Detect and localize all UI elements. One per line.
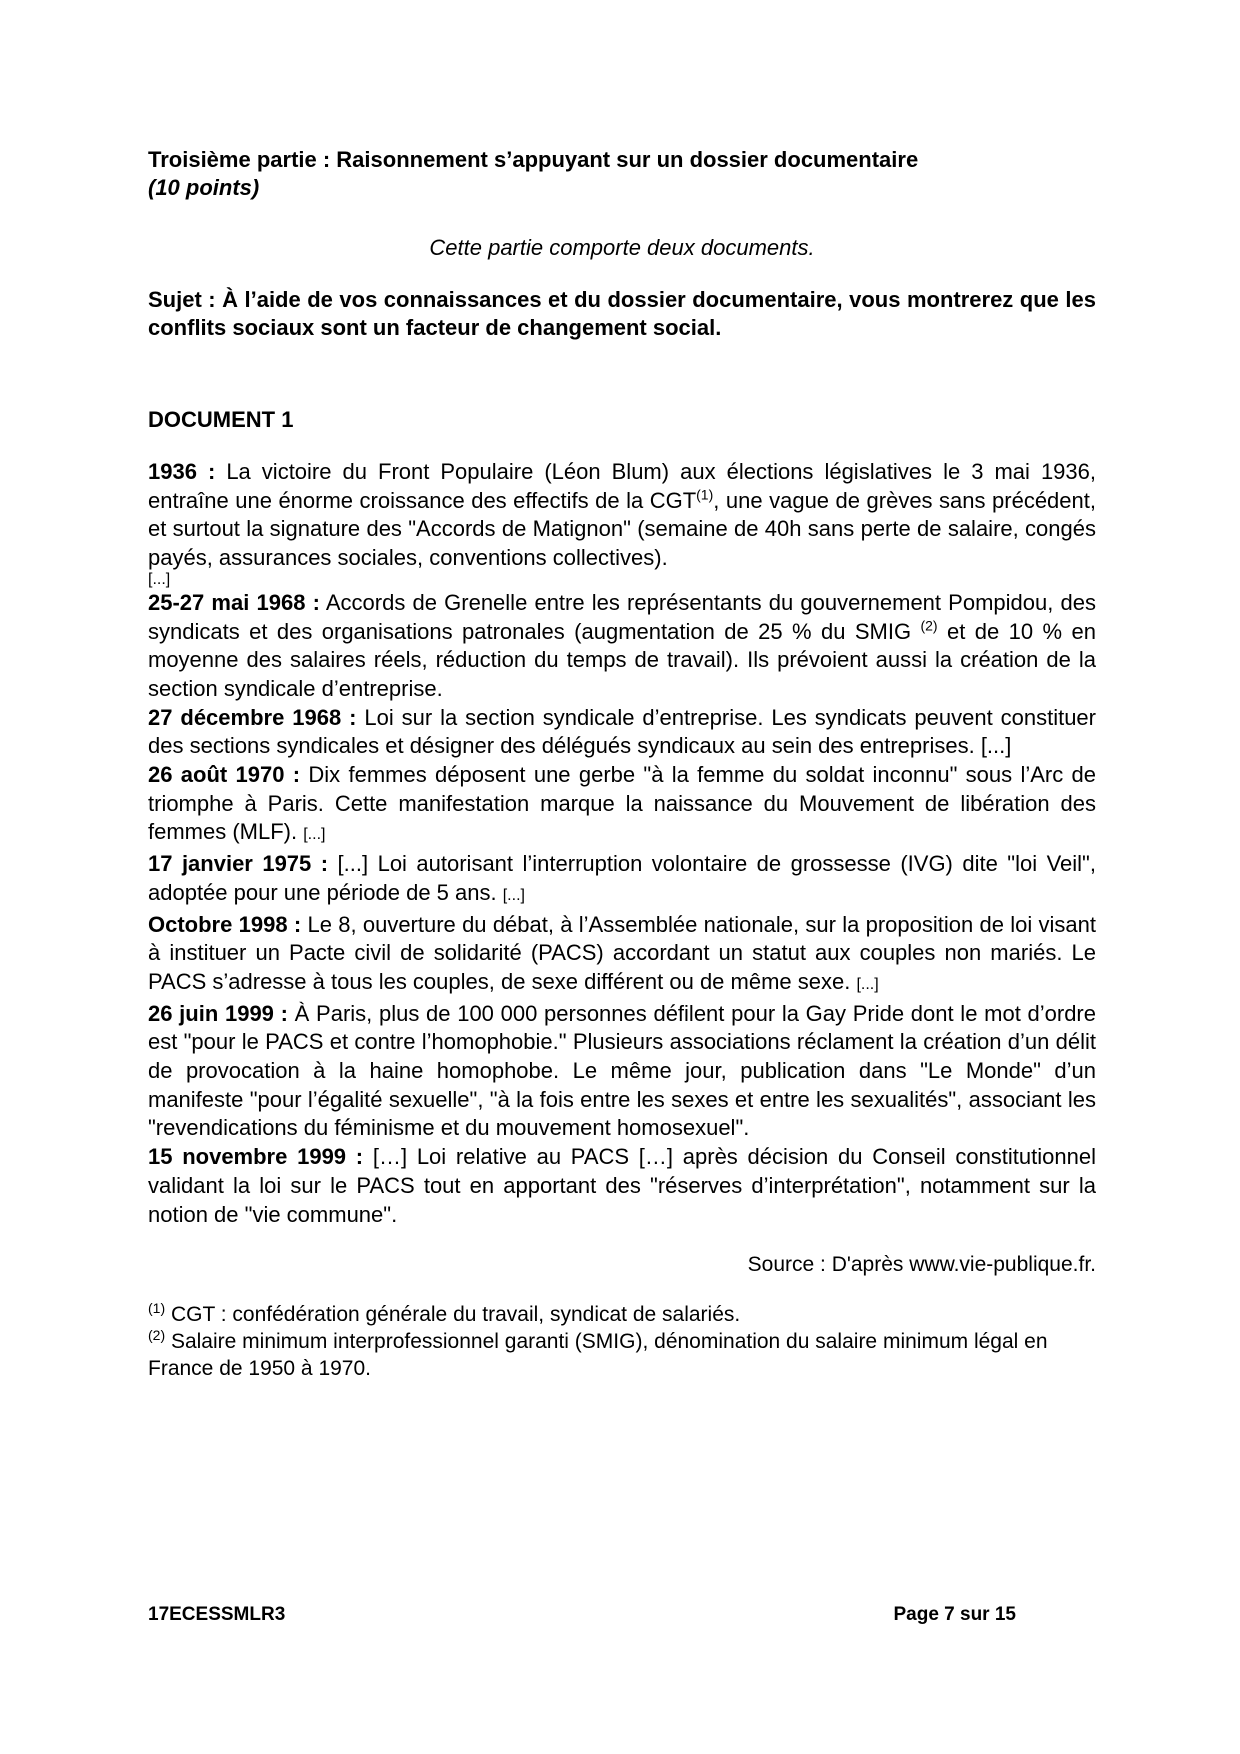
event-date: 15 novembre 1999 : — [148, 1144, 364, 1170]
event-1936 — [148, 458, 1096, 573]
footnotes — [148, 1301, 1096, 1382]
event-text: La victoire du Front Populaire (Léon Blum) aux élections législatives le 3 mai 1936, entraîne une énorme croissance des effectifs de la CGT — [148, 459, 1096, 513]
ellipsis: [...] — [856, 975, 879, 993]
footnote-ref: (2) — [920, 617, 938, 634]
event-date: 26 août 1970 : — [148, 762, 301, 788]
event-list — [148, 458, 1096, 1229]
intro-text: Cette partie comporte deux documents. — [429, 235, 815, 260]
event-juin-1999 — [148, 1000, 1096, 1144]
event-date: 1936 : — [148, 459, 216, 484]
event-mai-1968 — [148, 589, 1096, 704]
event-oct-1998 — [148, 911, 1096, 1000]
event-1975 — [148, 850, 1096, 910]
document-title: DOCUMENT 1 — [148, 407, 294, 432]
footnote-ref: (1) — [696, 486, 714, 503]
footnote-marker: (2) — [148, 1327, 166, 1344]
event-date: 27 décembre 1968 : — [148, 704, 357, 730]
exam-code: 17ECESSMLR3 — [148, 1604, 286, 1625]
page-number: Page 7 sur 15 — [893, 1604, 1016, 1625]
footnote-text: CGT : confédération générale du travail, syndicat de salariés. — [165, 1303, 741, 1327]
event-date: 25-27 mai 1968 : — [148, 589, 320, 615]
event-dec-1968 — [148, 704, 1096, 761]
event-1970 — [148, 761, 1096, 850]
event-text: Dix femmes déposent une gerbe "à la femme du soldat inconnu" sous l’Arc de triomphe à Paris. Cette manifestation marque la naissance du Mouvement de libération des femmes (MLF). — [148, 762, 1096, 845]
section-title: Troisième partie : Raisonnement s’appuyant sur un dossier documentaire — [148, 147, 919, 172]
event-date: 17 janvier 1975 : — [148, 851, 329, 877]
source-text: Source : D'après www.vie-publique.fr. — [747, 1253, 1096, 1277]
event-date: 26 juin 1999 : — [148, 1000, 288, 1026]
footnote-text: Salaire minimum interprofessionnel garanti (SMIG), dénomination du salaire minimum légal en France de 1950 à 1970. — [148, 1330, 1048, 1381]
footnote-marker: (1) — [148, 1300, 166, 1317]
event-text: Loi sur la section syndicale d’entreprise. Les syndicats peuvent constituer des sections syndicales et désigner des délégués syndicaux au sein des entreprises. [...] — [148, 704, 1096, 759]
event-date: Octobre 1998 : — [148, 911, 302, 937]
ellipsis: [...] — [502, 886, 525, 904]
event-text: Accords de Grenelle entre les représentants du gouvernement Pompidou, des syndicats et des organisations patronales (augmentation de 25 % du SMIG — [148, 589, 1096, 644]
ellipsis: [...] — [148, 570, 171, 588]
ellipsis: [...] — [303, 826, 326, 844]
sujet-text: Sujet : À l’aide de vos connaissances et du dossier documentaire, vous montrerez que les conflits sociaux sont un facteur de changement social. — [148, 287, 1096, 340]
event-text: , une vague de grèves sans précédent, et surtout la signature des "Accords de Matignon" (semaine de 40h sans perte de salaire, congés payés, assurances sociales, conventions collectives). — [148, 487, 1096, 571]
event-nov-1999 — [148, 1143, 1096, 1229]
event-text: Le 8, ouverture du débat, à l’Assemblée nationale, sur la proposition de loi visant à instituer un Pacte civil de solidarité (PACS) accordant un statut aux couples non mariés. Le PACS s’adresse à tous les couples, de sexe différent ou de même sexe. — [148, 911, 1097, 994]
section-points: (10 points) — [148, 175, 260, 200]
footnote-1 — [148, 1301, 1096, 1328]
footnote-2 — [148, 1328, 1096, 1382]
event-text: [...] Loi autorisant l’interruption volontaire de grossesse (IVG) dite "loi Veil", adoptée pour une période de 5 ans. — [148, 851, 1096, 905]
document-page — [148, 146, 1096, 1382]
event-text: et de 10 % en moyenne des salaires réels, réduction du temps de travail). Ils prévoient aussi la création de la section syndicale d’entreprise. — [148, 618, 1096, 701]
event-text: À Paris, plus de 100 000 personnes défilent pour la Gay Pride dont le mot d’ordre est "pour le PACS et contre l’homophobie." Plusieurs associations réclament la création d’un délit de provocation à la haine homophobe. Le même jour, publication dans "Le Monde" d’un manifeste "pour l’égalité sexuelle", "à la fois entre les sexes et entre les sexualités", associant les "revendications du féminisme et du mouvement homosexuel". — [148, 1000, 1096, 1141]
event-text: […] Loi relative au PACS […] après décision du Conseil constitutionnel validant la loi sur le PACS tout en apportant des "réserves d’interprétation", notamment sur la notion de "vie commune". — [148, 1144, 1096, 1227]
